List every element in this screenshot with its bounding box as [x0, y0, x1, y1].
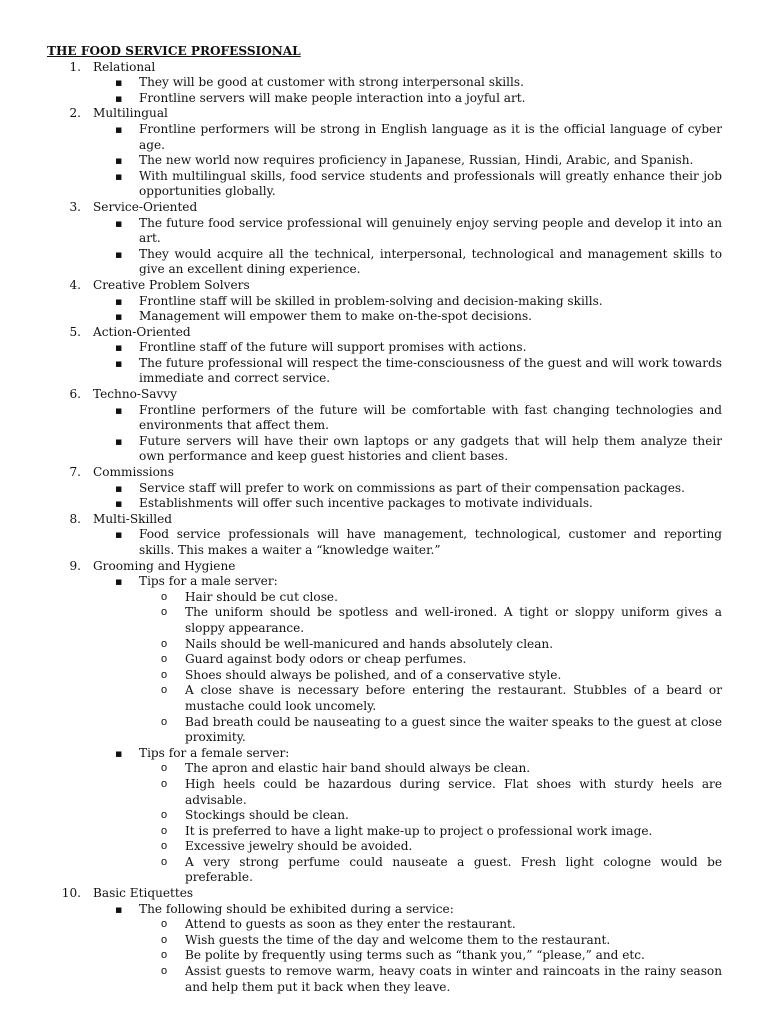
bullet-item [93, 574, 722, 590]
section-heading: Techno-Savvy [93, 387, 177, 402]
document-title: THE FOOD SERVICE PROFESSIONAL [47, 44, 301, 58]
sub-bullet-item: o Attend to guests as soon as they enter the restaurant. [139, 917, 722, 933]
section-number: 5. [69, 324, 81, 339]
bullet-text: Tips for a female server: [139, 745, 290, 760]
bullet-text: The future food service professional will genuinely enjoy serving people and develop it into an art. [139, 215, 722, 246]
section-heading: Relational [93, 59, 156, 74]
section-heading: Grooming and Hygiene [93, 558, 236, 573]
bullet-list [93, 75, 722, 106]
sub-bullet-item: o Nails should be well-manicured and hands absolutely clean. [139, 637, 722, 653]
bullet-text: Frontline performers of the future will be comfortable with fast changing technologies and environments that affect them. [139, 402, 722, 433]
sub-bullet-list [93, 917, 722, 995]
bullet-text: Food service professionals will have management, technological, customer and reporting skills. This makes a waiter a “knowledge waiter.” [139, 527, 722, 557]
bullet-item [93, 247, 722, 278]
bullet-item [93, 169, 722, 200]
bullet-text: Frontline staff of the future will support promises with actions. [139, 340, 527, 355]
section-heading: Basic Etiquettes [93, 886, 194, 901]
bullet-text: Service staff will prefer to work on commissions as part of their compensation packages. [139, 480, 685, 495]
section-item [47, 559, 722, 886]
bullet-text: Management will empower them to make on-the-spot decisions. [139, 309, 533, 324]
bullet-text: They would acquire all the technical, interpersonal, technological and management skills to give an excellent dining experience. [139, 246, 722, 277]
bullet-text: The new world now requires proficiency in Japanese, Russian, Hindi, Arabic, and Spanish. [139, 153, 694, 168]
document-body [47, 44, 722, 995]
sub-bullet-item: o Guard against body odors or cheap perfumes. [139, 652, 722, 668]
bullet-text: Establishments will offer such incentive packages to motivate individuals. [139, 496, 593, 511]
sub-bullet-list [93, 761, 722, 886]
section-number: 8. [69, 511, 81, 526]
bullet-item [93, 153, 722, 169]
section-heading: Action-Oriented [93, 324, 191, 339]
sub-bullet-item: o Assist guests to remove warm, heavy coats in winter and raincoats in the rainy season and help them put it back when they leave. [139, 964, 722, 995]
bullet-list [93, 902, 722, 996]
sub-bullet-item: o Wish guests the time of the day and welcome them to the restaurant. [139, 933, 722, 949]
section-heading: Service-Oriented [93, 199, 198, 214]
section-number: 3. [69, 199, 81, 214]
section-number: 6. [69, 387, 81, 402]
sub-bullet-item: o The uniform should be spotless and well-ironed. A tight or sloppy uniform gives a sloppy appearance. [139, 605, 722, 636]
section-number: 2. [69, 106, 81, 121]
bullet-item [93, 216, 722, 247]
bullet-item [93, 902, 722, 918]
section-item [47, 387, 722, 465]
sub-bullet-item: o High heels could be hazardous during service. Flat shoes with sturdy heels are advisable. [139, 777, 722, 808]
section-item [47, 106, 722, 200]
bullet-item [93, 746, 722, 762]
bullet-list [93, 574, 722, 886]
section-item [47, 278, 722, 325]
section-item [47, 465, 722, 512]
bullet-item [93, 403, 722, 434]
bullet-text: Future servers will have their own laptops or any gadgets that will help them analyze their own performance and keep guest histories and client bases. [139, 433, 722, 464]
bullet-item [93, 309, 722, 325]
bullet-text: Tips for a male server: [139, 574, 278, 589]
bullet-item [93, 356, 722, 387]
sub-bullet-item: o The apron and elastic hair band should always be clean. [139, 761, 722, 777]
bullet-text: Frontline servers will make people interaction into a joyful art. [139, 90, 526, 105]
section-heading: Multilingual [93, 106, 168, 121]
section-list [47, 60, 722, 996]
bullet-list [93, 527, 722, 558]
bullet-list [93, 294, 722, 325]
section-number: 9. [69, 558, 81, 573]
bullet-list [93, 403, 722, 465]
bullet-text: Frontline staff will be skilled in problem-solving and decision-making skills. [139, 293, 603, 308]
sub-bullet-item: o Hair should be cut close. [139, 590, 722, 606]
section-heading: Commissions [93, 465, 174, 480]
bullet-list [93, 122, 722, 200]
bullet-text: The following should be exhibited during a service: [139, 901, 454, 916]
sub-bullet-item: o Excessive jewelry should be avoided. [139, 839, 722, 855]
bullet-text: They will be good at customer with strong interpersonal skills. [139, 75, 524, 90]
bullet-item [93, 481, 722, 497]
section-item [47, 200, 722, 278]
sub-bullet-item: o A close shave is necessary before entering the restaurant. Stubbles of a beard or mustache could look uncomely. [139, 683, 722, 714]
sub-bullet-item: o Stockings should be clean. [139, 808, 722, 824]
bullet-text: With multilingual skills, food service students and professionals will greatly enhance their job opportunities globally. [139, 168, 722, 199]
bullet-item [93, 122, 722, 153]
bullet-text: The future professional will respect the time-consciousness of the guest and will work towards immediate and correct service. [139, 355, 722, 386]
section-item [47, 886, 722, 995]
sub-bullet-list [93, 590, 722, 746]
bullet-text: Frontline performers will be strong in English language as it is the official language of cyber age. [139, 121, 722, 152]
section-number: 4. [69, 277, 81, 292]
section-number: 7. [69, 465, 81, 480]
sub-bullet-item: o A very strong perfume could nauseate a guest. Fresh light cologne would be preferable. [139, 855, 722, 886]
bullet-item [93, 340, 722, 356]
section-item [47, 325, 722, 387]
sub-bullet-item: o It is preferred to have a light make-up to project o professional work image. [139, 824, 722, 840]
section-item [47, 60, 722, 107]
bullet-item [93, 294, 722, 310]
sub-bullet-item: o Be polite by frequently using terms such as “thank you,” “please,” and etc. [139, 948, 722, 964]
section-heading: Multi-Skilled [93, 511, 172, 526]
bullet-item [93, 75, 722, 91]
bullet-item [93, 527, 722, 558]
bullet-list [93, 340, 722, 387]
bullet-item [93, 91, 722, 107]
section-item [47, 512, 722, 559]
bullet-item [93, 434, 722, 465]
bullet-list [93, 481, 722, 512]
bullet-item [93, 496, 722, 512]
bullet-list [93, 216, 722, 278]
section-heading: Creative Problem Solvers [93, 277, 250, 292]
sub-bullet-item: o Shoes should always be polished, and of a conservative style. [139, 668, 722, 684]
section-number: 1. [69, 59, 81, 74]
sub-bullet-item: o Bad breath could be nauseating to a guest since the waiter speaks to the guest at close proximity. [139, 715, 722, 746]
section-number: 10. [61, 886, 81, 901]
